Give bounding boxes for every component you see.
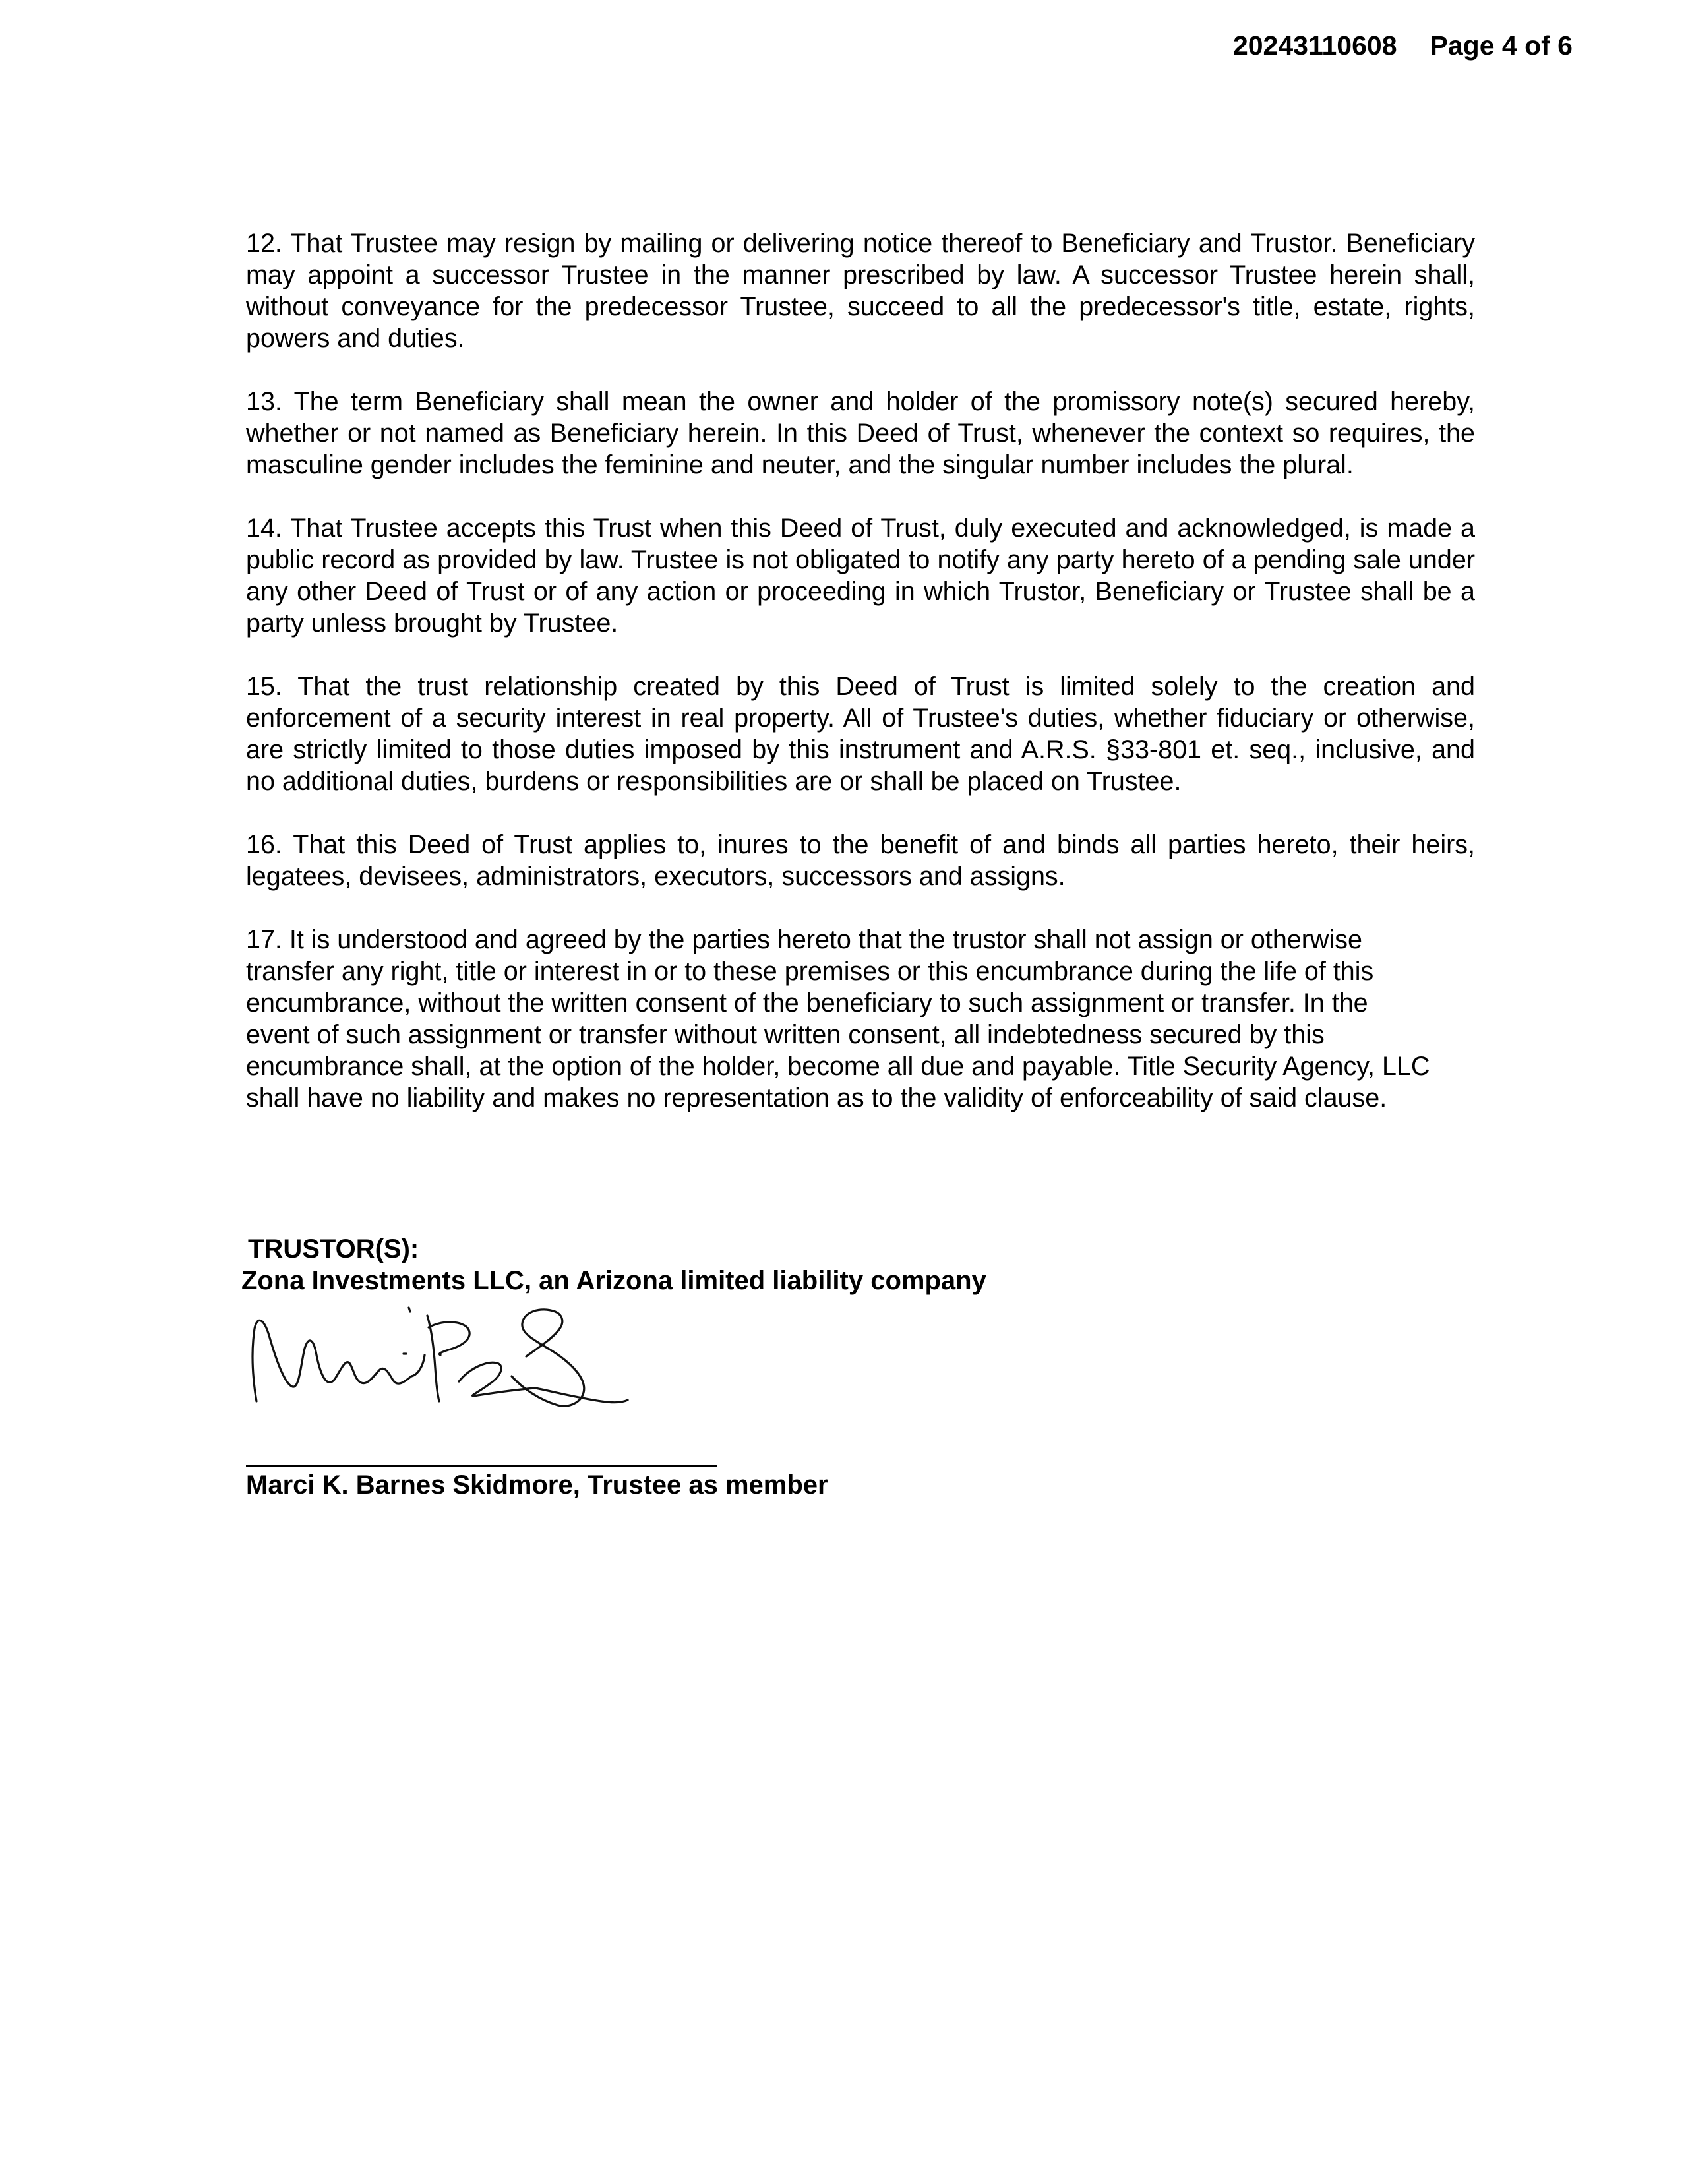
signer-name: Marci K. Barnes Skidmore, Trustee as member [246, 1471, 828, 1500]
page-header [1233, 30, 1573, 61]
clause-14: 14. That Trustee accepts this Trust when this Deed of Trust, duly executed and acknowledged, is made a public record as provided by law. Trustee is not obligated to notify any party hereto of a pending sale under any other Deed of Trust or of any action or proceeding in which Trustor, Beneficiary or Trustee shall be a party unless brought by Trustee. [246, 514, 1475, 638]
clause-12: 12. That Trustee may resign by mailing or delivering notice thereof to Beneficiary and Trustor. Beneficiary may appoint a successor Trustee in the manner prescribed by law. A successor Trustee herein shall, without conveyance for the predecessor Trustee, succeed to all the predecessor's title, estate, rights, powers and duties. [246, 229, 1475, 353]
clause-17: 17. It is understood and agreed by the parties hereto that the trustor shall not assign or otherwise transfer any right, title or interest in or to these premises or this encumbrance during the life of this encumbrance, without the written consent of the beneficiary to such assignment or transfer. In the event of such assignment or transfer without written consent, all indebtedness secured by this encumbrance shall, at the option of the holder, become all due and payable. Title Security Agency, LLC shall have no liability and makes no representation as to the validity of enforceability of said clause. [246, 925, 1430, 1112]
trustor-entity-name: Zona Investments LLC, an Arizona limited liability company [241, 1266, 986, 1295]
deed-clauses [246, 228, 1475, 1145]
handwritten-signature [245, 1302, 680, 1421]
clause-15: 15. That the trust relationship created by this Deed of Trust is limited solely to the creation and enforcement of a security interest in real property. All of Trustee's duties, whether fiduciary or otherwise, are strictly limited to those duties imposed by this instrument and A.R.S. §33-801 et. seq., inclusive, and no additional duties, burdens or responsibilities are or shall be placed on Trustee. [246, 672, 1475, 796]
clause-13: 13. The term Beneficiary shall mean the owner and holder of the promissory note(s) secured hereby, whether or not named as Beneficiary herein. In this Deed of Trust, whenever the context so requires, the masculine gender includes the feminine and neuter, and the singular number includes the plural. [246, 387, 1475, 479]
trustor-label: TRUSTOR(S): [248, 1234, 419, 1263]
clause-16: 16. That this Deed of Trust applies to, inures to the benefit of and binds all parties hereto, their heirs, legatees, devisees, administrators, executors, successors and assigns. [246, 830, 1475, 891]
signature-line [246, 1465, 717, 1467]
page-number: Page 4 of 6 [1430, 30, 1573, 61]
document-number: 20243110608 [1232, 30, 1397, 61]
